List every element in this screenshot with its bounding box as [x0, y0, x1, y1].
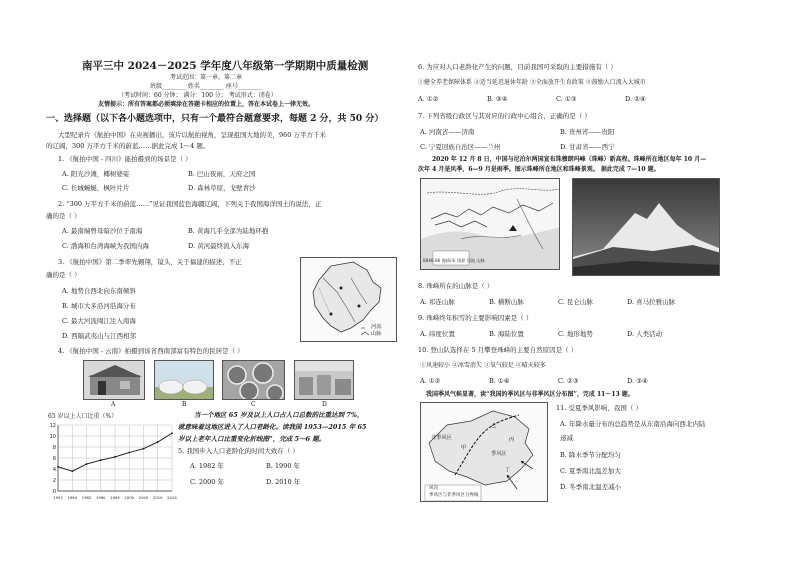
q5-option-c: C. 2000 年 [190, 478, 224, 486]
q4-stem: 4. 《航拍中国 - 云南》拍摄到该省西南部富有特色的民居是（ ） [58, 347, 244, 355]
q8-option-a: A. 祁连山脉 [420, 298, 455, 306]
chart-ytick-label: 10 [49, 434, 56, 440]
house-photo-a [83, 360, 145, 400]
q1-option-d: D. 森林草原，戈壁青沙 [188, 184, 256, 192]
q1-option-c: C. 长城蜿蜒，枫叶片片 [62, 184, 130, 192]
chart-ytick-label: 6 [52, 456, 56, 462]
fujian-map-drawing [301, 258, 397, 342]
q7-option-b: B. 贵州省——贵阳 [560, 128, 615, 136]
q11-option-d: D. 冬季南北温差减小 [560, 483, 622, 491]
q5-stem: 5. 我国步入人口老龄化的时间大致在（ ） [178, 447, 299, 455]
monsoon-region-map-drawing [421, 403, 548, 502]
q8-intro-2: 次年 4 月是风季，6—9 月是雨季。图示珠峰所在地区和珠峰景观。 据此完成 7—10 题。 [418, 166, 660, 173]
house-photo-d-drawing [295, 361, 354, 400]
q1-option-a: A. 阳光沙滩，椰树婆娑 [62, 170, 130, 178]
q7-option-a: A. 河南省——济南 [420, 128, 475, 136]
q11-option-c: C. 夏季南北温差加大 [560, 467, 621, 475]
q9-option-c: C. 地形地势 [558, 330, 593, 338]
q9-option-a: A. 纬度位置 [420, 330, 455, 338]
chart-xtick-label: 1982 [81, 495, 92, 500]
q2-option-b: B. 黄海几乎全部为陆地环抱 [188, 227, 269, 235]
q5-option-d: D. 2010 年 [266, 478, 301, 486]
chart-ytick-label: 2 [52, 478, 56, 484]
house-photo-a-drawing [84, 361, 145, 400]
chart-point [100, 459, 102, 461]
q2-option-a: A. 最南端曾母暗沙位于南海 [62, 227, 143, 235]
q2-stem-1: 2. “300 万平方千米的蔚蓝……”见证我国蓝色海疆辽阔，下列关于我国海洋国土的说法，正 [58, 200, 322, 208]
monsoon-map-region-jia: 甲 [461, 445, 467, 451]
q5-intro-2: 就意味着这地区进入了人口老龄化。读我国 1953—2015 年 65 [178, 423, 367, 431]
intro-line-1: 大型纪录片《航拍中国》在央视播出，该片以航拍视角，呈现祖国大地的美，960 万平方千米 [58, 131, 326, 139]
chart-xtick-label: 2010 [152, 495, 163, 500]
q3-option-b: B. 城市大多沿河沿海分布 [62, 302, 136, 310]
everest-photo [572, 178, 720, 276]
chart-point [71, 470, 73, 472]
house-label-d: D [322, 401, 327, 408]
everest-region-map [420, 178, 560, 270]
monsoon-map-monsoon-label: 季风区 [491, 451, 507, 457]
q1-option-b: B. 巴山夜雨，天府之国 [188, 170, 256, 178]
q7-option-c: C. 宁夏回族自治区——兰州 [420, 143, 501, 151]
q3-stem-2: 确的是（ ） [46, 271, 81, 279]
house-label-a: A [111, 401, 116, 408]
chart-point [114, 456, 116, 458]
q10-option-d: D. ③④ [627, 377, 648, 385]
monsoon-map-legend-wind: 风向 [429, 486, 438, 491]
monsoon-map-legend-boundary: 季风区与非季风区分界线 [429, 493, 479, 498]
q8-intro-1: 2020 年 12 月 8 日，中国与尼泊尔两国宣布珠穆朗玛峰（珠峰）新高程。珠峰所在地区每年 10 月— [432, 156, 707, 163]
chart-point [143, 448, 145, 450]
q3-option-c: C. 最大河流闽江注入南海 [62, 317, 136, 325]
q6-stem: 6. 为应对人口老龄化产生的问题，目前我国可采取的主要措施有（ ） [418, 63, 617, 71]
chart-ytick-label: 8 [52, 445, 56, 451]
monsoon-map-region-bing: 丙 [509, 437, 515, 443]
monsoon-map-non-monsoon-label: 非季风区 [431, 435, 452, 441]
house-photo-c-drawing [223, 361, 285, 400]
q10-statements: ①风速较小 ②冰雪消失 ③氧气较足 ④晴天较多 [420, 362, 546, 369]
house-label-b: B [182, 401, 187, 408]
section-heading: 一、选择题（以下各小题选项中，只有一个最符合题意要求，每题 2 分，共 50 分） [46, 114, 384, 124]
chart-xtick-label: 1953 [53, 495, 63, 500]
q5-option-a: A. 1982 年 [190, 462, 224, 470]
monsoon-region-map [420, 402, 548, 502]
q11-stem: 11. 受夏季风影响，我国（ ） [556, 404, 642, 412]
q8-stem: 8. 珠峰所在的山脉是（ ） [418, 282, 494, 290]
everest-map-legend: 8848.86 海拔/米 国界 河流 山脉 [423, 258, 485, 263]
q5-intro-1: 当一个地区 65 岁及以上人口占人口总数的比重达到 7%， [194, 411, 364, 419]
q2-option-c: C. 渤海和台湾海峡为我国内海 [62, 242, 149, 250]
chart-ytick-label: 12 [49, 423, 56, 429]
q5-option-b: B. 1990 年 [266, 462, 301, 470]
q5-intro-3: 岁以上老年人口比重变化折线图”，完成 5～6 题。 [178, 435, 326, 443]
q7-option-d: D. 甘肃省——西宁 [560, 143, 615, 151]
q8-option-b: B. 横断山脉 [489, 298, 524, 306]
house-photo-b-drawing [155, 361, 214, 400]
q9-option-d: D. 人类活动 [627, 330, 663, 338]
q1-stem: 1. 《航拍中国 - 四川》能拍摄到的场景是（ ） [58, 155, 192, 163]
chart-xtick-label: 1990 [95, 495, 106, 500]
everest-region-map-drawing [421, 179, 560, 270]
q3-option-a: A. 地势自西北向东南倾斜 [62, 287, 136, 295]
chart-xtick-label: 2015 [167, 495, 177, 500]
chart-point [157, 441, 159, 443]
monsoon-map-region-yi: 乙 [491, 423, 497, 429]
chart-point [171, 432, 173, 434]
fujian-map [300, 257, 397, 342]
q11-option-a-2: 递减 [560, 434, 573, 442]
monsoon-map-region-ding: 丁 [505, 467, 511, 473]
q9-option-b: B. 海陆位置 [489, 330, 524, 338]
q7-stem: 7. 下列省级行政区与其对应的行政中心组合，正确的是（ ） [418, 112, 591, 120]
q10-option-c: C. ②③ [558, 377, 579, 385]
house-photo-b [154, 360, 214, 400]
aging-line-chart [44, 421, 178, 503]
q6-option-b: B. ③④ [487, 95, 508, 103]
chart-title: 65 岁以上人口比重（%） [48, 413, 118, 420]
q11-option-a-1: A. 年降水量分布的总趋势是从东南沿海向西北内陆 [560, 420, 706, 428]
chart-point [57, 466, 59, 468]
q6-option-a: A. ①② [418, 95, 439, 103]
q10-option-a: A. ①② [420, 377, 441, 385]
notice: 友情提示：所有答案都必须填涂在答题卡相应的位置上，答在本试卷上一律无效。 [98, 101, 315, 108]
student-fields: 班级________ 姓名________ 座号________ [150, 83, 262, 90]
q8-option-c: C. 昆仑山脉 [558, 298, 593, 306]
q2-stem-2: 确的是（ ） [46, 212, 81, 220]
chart-xtick-label: 2005 [138, 495, 149, 500]
chart-point [128, 452, 130, 454]
exam-meta: （考试时间：60 分钟； 满分：100 分； 考试形式：闭卷） [118, 92, 277, 99]
q6-statements: ①健全养老保障体系 ②适当延迟退休年龄 ③全面放开生育政策 ④鼓励人口流入大城市 [418, 79, 646, 86]
chart-xtick-label: 1995 [110, 495, 120, 500]
chart-xtick-label: 2000 [124, 495, 135, 500]
page-title: 南平三中 2024－2025 学年度八年级第一学期期中质量检测 [82, 60, 369, 72]
q6-option-c: C. ①③ [556, 95, 577, 103]
q10-stem: 10. 登山队选择在 5 月攀登珠峰的主要自然原因是（ ） [418, 346, 578, 354]
q9-stem: 9. 珠峰终年积雪的主要影响因素是（ ） [418, 314, 533, 322]
q11-intro: 我国季风气候显著，读“我国的季风区与非季风区分布图”，完成 11～13 题。 [426, 391, 634, 398]
everest-photo-drawing [573, 179, 720, 276]
intro-line-2: 的辽阔，300 万平方千米的蔚蓝……据此完成 1～4 题。 [46, 142, 210, 150]
q8-option-d: D. 喜马拉雅山脉 [627, 298, 676, 306]
house-photo-d [294, 360, 354, 400]
q6-option-d: D. ②④ [625, 95, 646, 103]
q10-option-b: B. ①④ [489, 377, 510, 385]
chart-point [86, 463, 88, 465]
q11-option-b: B. 降水季节分配均匀 [560, 451, 621, 459]
fujian-map-legend-river: 河流 [371, 324, 382, 330]
q3-option-d: D. 西隔武夷山与江西相邻 [62, 332, 137, 340]
q2-option-d: D. 黄河最终流入东海 [188, 242, 250, 250]
chart-xtick-label: 1964 [67, 495, 78, 500]
chart-ytick-label: 0 [52, 489, 56, 495]
fujian-map-legend-mountain: 山脉 [371, 331, 382, 337]
exam-scope: 考试范围：第一章、第二章 [170, 74, 243, 81]
chart-ytick-label: 4 [52, 467, 56, 473]
house-photo-c [222, 360, 285, 400]
q3-stem-1: 3. 《航拍中国》第二季率先翱翔，镜头，关于福建的描述，不正 [58, 258, 242, 266]
house-label-c: C [251, 401, 256, 408]
